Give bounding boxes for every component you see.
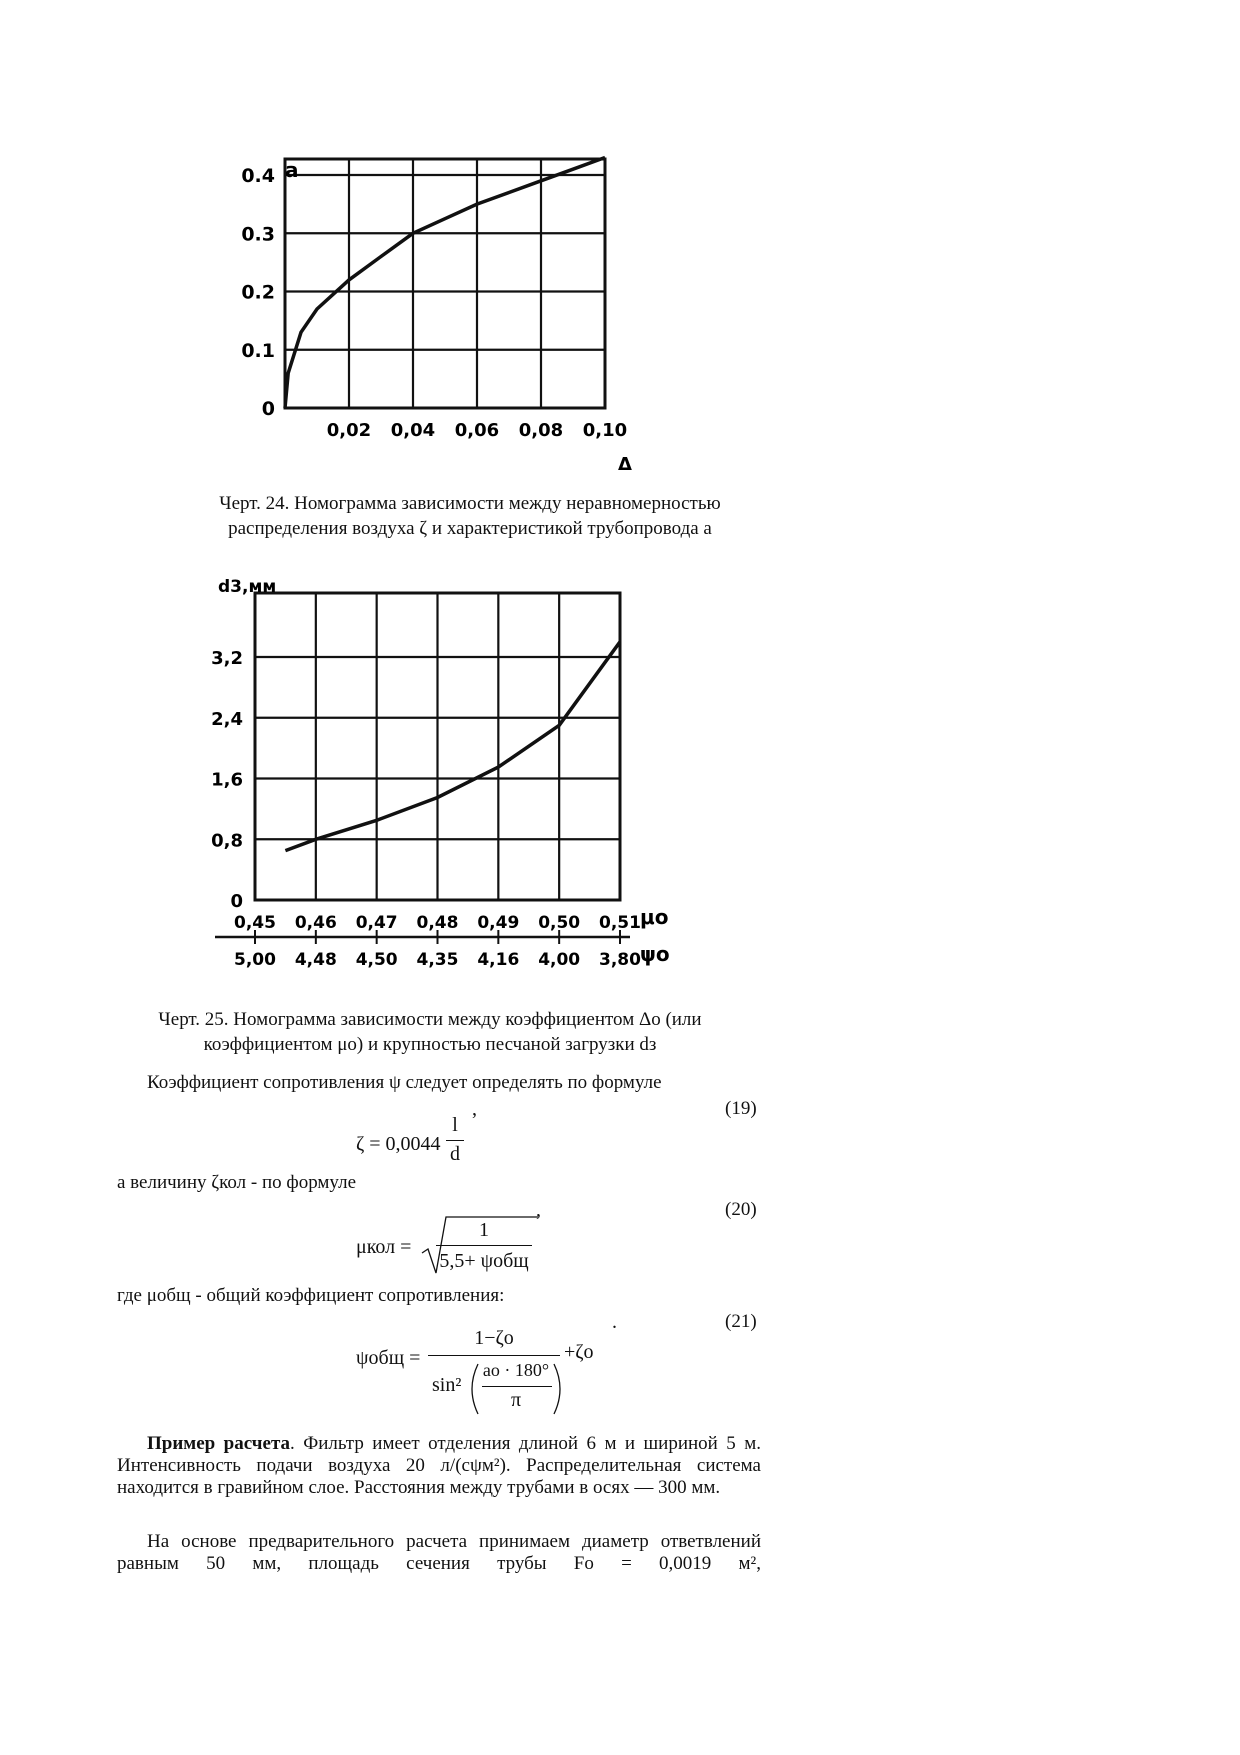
chart-24 (240, 150, 660, 480)
chart-25-psi-tick-label: 4,50 (355, 950, 398, 970)
eq21-inner-denominator: π (510, 1389, 522, 1411)
caption-fig25 (120, 1007, 740, 1057)
chart-25-mu-tick-label: 0,48 (416, 913, 459, 933)
chart-25-psi-tick-label: 3,80 (599, 950, 641, 970)
caption-fig24-line2: распределения воздуха ζ и характеристикой трубопровода а (228, 518, 712, 539)
chart-25-ytick-label: 0,8 (211, 830, 243, 852)
chart-25-ytick-label: 3,2 (211, 648, 243, 669)
eq21-fraction-bar (428, 1355, 560, 1356)
eq21-number: (21) (725, 1311, 757, 1332)
zeta-kol-intro: а величину ζкол - по формуле (117, 1172, 357, 1193)
chart-24-ytick-label: 0 (261, 398, 275, 420)
chart-24-curve (285, 158, 605, 409)
chart-24-xlabel: Δ (618, 454, 632, 475)
eq19-denominator: d (450, 1143, 460, 1165)
chart-25-mu-tick-label: 0,47 (355, 913, 398, 933)
chart-25-psi-tick-label: 4,48 (294, 950, 337, 970)
chart-25-mu-label: μo (640, 905, 669, 929)
eq20-lhs: μкол = (356, 1236, 412, 1258)
chart-25-psi-tick-label: 4,35 (416, 950, 459, 970)
caption-fig24 (140, 491, 800, 541)
chart-25-psi-label: ψo (640, 942, 670, 966)
caption-fig25-line2: коэффициентом μо) и крупностью песчаной загрузки dз (203, 1034, 657, 1055)
chart-25-mu-tick-label: 0,45 (234, 913, 276, 933)
psi-obsh-intro: где μобщ - общий коэффициент сопротивления: (117, 1285, 505, 1306)
eq20-denominator: 5,5+ ψобщ (439, 1250, 529, 1272)
eq20-fraction-bar (436, 1245, 532, 1246)
chart-25-ytick-label: 2,4 (211, 708, 243, 730)
example-paragraph (117, 1433, 761, 1499)
chart-24-grid (285, 159, 605, 408)
chart-24-ytick-label: 0.3 (241, 223, 275, 246)
eq21-sin: sin² (432, 1374, 462, 1396)
eq19-number: (19) (725, 1098, 757, 1119)
basis-paragraph: На основе предварительного расчета принимаем диаметр ответвлений равным 50 мм, площадь сечения трубы Fо = 0,0019 м², (117, 1531, 761, 1574)
eq21-lhs: ψобщ = (356, 1347, 421, 1369)
chart-24-xtick-label: 0,06 (454, 420, 500, 441)
coef-intro: Коэффициент сопротивления ψ следует определять по формуле (147, 1072, 662, 1093)
eq21-inner-bar (482, 1386, 552, 1387)
chart-25-psi-tick-label: 4,16 (477, 950, 520, 970)
example-body: . Фильтр имеет отделения длиной 6 м и шириной 5 м. Интенсивность подачи воздуха 20 л/(сψм²). Распределительная система находится в гравийном слое. Расстояния между трубами в осях — 300 мм. (117, 1433, 761, 1498)
chart-25 (210, 570, 680, 990)
chart-24-xtick-label: 0,04 (390, 420, 436, 441)
chart-25-psi-tick-label: 5,00 (234, 950, 276, 970)
chart-24-xtick-label: 0,10 (582, 420, 628, 441)
chart-24-ytick-label: 0.4 (241, 165, 275, 187)
eq20-punct: , (536, 1199, 541, 1221)
chart-24-ylabel: a (285, 158, 299, 182)
chart-24-xtick-label: 0,02 (326, 420, 372, 441)
chart-24-ytick-label: 0.1 (241, 339, 275, 362)
chart-25-ylabel: d3,мм (218, 577, 277, 597)
chart-25-ytick-label: 0 (230, 891, 243, 912)
chart-25-mu-tick-label: 0,49 (477, 913, 520, 933)
chart-24-ytick-label: 0.2 (241, 281, 275, 304)
eq19-punct: , (472, 1098, 477, 1120)
caption-fig25-line1: Черт. 25. Номограмма зависимости между коэффициентом Δо (или (158, 1009, 702, 1030)
chart-24-frame (285, 159, 605, 408)
eq20-number: (20) (725, 1199, 757, 1220)
chart-25-mu-tick-label: 0,46 (294, 913, 337, 933)
caption-fig24-line1: Черт. 24. Номограмма зависимости между неравномерностью (219, 493, 721, 514)
example-heading: Пример расчета (147, 1433, 291, 1454)
eq21-tail: +ζo (564, 1341, 594, 1363)
eq19-lhs: ζ = 0,0044 (356, 1133, 441, 1155)
eq21-punct: . (612, 1311, 617, 1333)
chart-25-grid (215, 593, 630, 944)
chart-25-mu-tick-label: 0,50 (538, 913, 581, 933)
eq21-inner-numerator: ao · 180° (482, 1360, 550, 1380)
eq21-numerator: 1−ζo (474, 1327, 514, 1349)
eq20-numerator: 1 (479, 1219, 489, 1241)
chart-24-xtick-label: 0,08 (518, 420, 564, 441)
chart-25-ytick-label: 1,6 (211, 769, 243, 791)
eq19-fraction-bar (446, 1140, 464, 1141)
chart-25-mu-tick-label: 0,51 (599, 913, 641, 933)
chart-25-curve (285, 642, 620, 851)
eq19-numerator: l (452, 1114, 458, 1136)
chart-25-psi-tick-label: 4,00 (538, 950, 581, 970)
